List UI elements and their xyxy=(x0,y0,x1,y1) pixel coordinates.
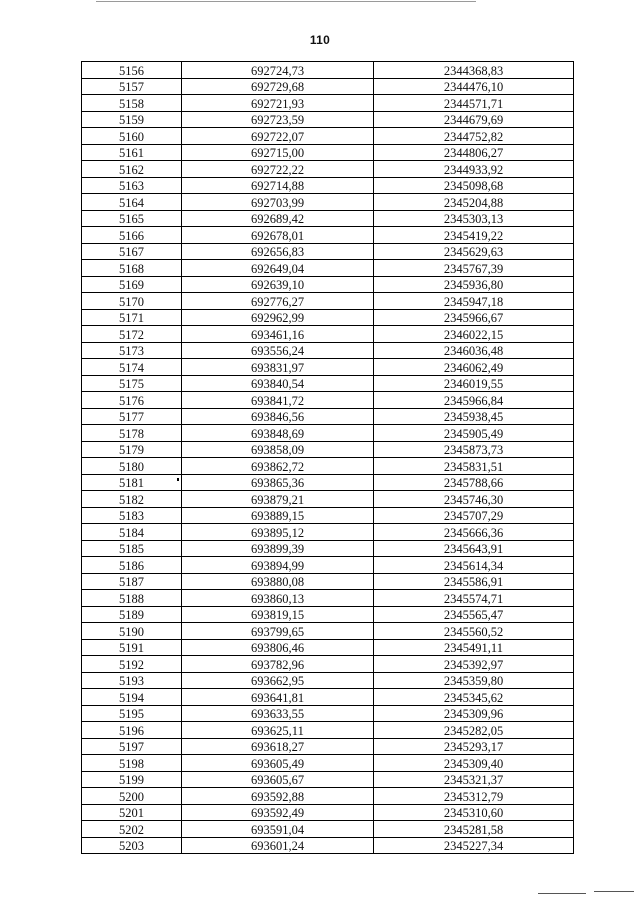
point-number-cell: 5162 xyxy=(82,161,182,178)
y-coordinate-cell: 2345491,11 xyxy=(374,639,574,656)
table-row xyxy=(82,326,574,343)
x-coordinate-cell: 692723,59 xyxy=(182,111,374,128)
table-row xyxy=(82,507,574,524)
x-coordinate-cell: 692729,68 xyxy=(182,78,374,95)
y-coordinate-cell: 2344476,10 xyxy=(374,78,574,95)
x-coordinate-cell: 692639,10 xyxy=(182,276,374,293)
y-coordinate-cell: 2345831,51 xyxy=(374,458,574,475)
x-coordinate-cell: 692689,42 xyxy=(182,210,374,227)
table-row xyxy=(82,672,574,689)
table-row xyxy=(82,705,574,722)
table-row xyxy=(82,408,574,425)
point-number-cell: 5182 xyxy=(82,491,182,508)
table-row xyxy=(82,194,574,211)
y-coordinate-cell: 2345281,58 xyxy=(374,821,574,838)
point-number-cell: 5196 xyxy=(82,722,182,739)
x-coordinate-cell: 692714,88 xyxy=(182,177,374,194)
x-coordinate-cell: 693605,49 xyxy=(182,755,374,772)
point-number-cell: 5161 xyxy=(82,144,182,161)
table-row xyxy=(82,821,574,838)
table-row xyxy=(82,144,574,161)
point-number-cell: 5170 xyxy=(82,293,182,310)
point-number-cell: 5184 xyxy=(82,524,182,541)
point-number-cell: 5167 xyxy=(82,243,182,260)
table-row xyxy=(82,161,574,178)
x-coordinate-cell: 692703,99 xyxy=(182,194,374,211)
point-number-cell: 5168 xyxy=(82,260,182,277)
table-row xyxy=(82,441,574,458)
x-coordinate-cell: 693894,99 xyxy=(182,557,374,574)
y-coordinate-cell: 2345643,91 xyxy=(374,540,574,557)
y-coordinate-cell: 2344368,83 xyxy=(374,62,574,79)
table-row xyxy=(82,276,574,293)
y-coordinate-cell: 2345905,49 xyxy=(374,425,574,442)
y-coordinate-cell: 2344571,71 xyxy=(374,95,574,112)
point-number-cell: 5199 xyxy=(82,771,182,788)
x-coordinate-cell: 692722,07 xyxy=(182,128,374,145)
y-coordinate-cell: 2345788,66 xyxy=(374,474,574,491)
table-row xyxy=(82,557,574,574)
y-coordinate-cell: 2345310,60 xyxy=(374,804,574,821)
y-coordinate-cell: 2345947,18 xyxy=(374,293,574,310)
table-row xyxy=(82,243,574,260)
point-number-cell: 5185 xyxy=(82,540,182,557)
x-coordinate-cell: 692722,22 xyxy=(182,161,374,178)
x-coordinate-cell: 692678,01 xyxy=(182,227,374,244)
y-coordinate-cell: 2345966,84 xyxy=(374,392,574,409)
x-coordinate-cell: 693880,08 xyxy=(182,573,374,590)
scan-edge-line xyxy=(96,1,476,2)
x-coordinate-cell: 693556,24 xyxy=(182,342,374,359)
table-row xyxy=(82,128,574,145)
x-coordinate-cell: 693625,11 xyxy=(182,722,374,739)
y-coordinate-cell: 2345586,91 xyxy=(374,573,574,590)
x-coordinate-cell: 693899,39 xyxy=(182,540,374,557)
x-coordinate-cell: 692715,00 xyxy=(182,144,374,161)
x-coordinate-cell: 693858,09 xyxy=(182,441,374,458)
point-number-cell: 5166 xyxy=(82,227,182,244)
x-coordinate-cell: 693895,12 xyxy=(182,524,374,541)
point-number-cell: 5171 xyxy=(82,309,182,326)
table-row xyxy=(82,62,574,79)
table-row xyxy=(82,804,574,821)
x-coordinate-cell: 692724,73 xyxy=(182,62,374,79)
x-coordinate-cell: 693799,65 xyxy=(182,623,374,640)
point-number-cell: 5158 xyxy=(82,95,182,112)
table-row xyxy=(82,656,574,673)
table-row xyxy=(82,474,574,491)
y-coordinate-cell: 2345966,67 xyxy=(374,309,574,326)
y-coordinate-cell: 2345359,80 xyxy=(374,672,574,689)
table-row xyxy=(82,689,574,706)
scan-edge-line xyxy=(538,893,586,894)
y-coordinate-cell: 2344679,69 xyxy=(374,111,574,128)
point-number-cell: 5172 xyxy=(82,326,182,343)
x-coordinate-cell: 692962,99 xyxy=(182,309,374,326)
y-coordinate-cell: 2345767,39 xyxy=(374,260,574,277)
y-coordinate-cell: 2345629,63 xyxy=(374,243,574,260)
point-number-cell: 5180 xyxy=(82,458,182,475)
x-coordinate-cell: 693662,95 xyxy=(182,672,374,689)
point-number-cell: 5201 xyxy=(82,804,182,821)
y-coordinate-cell: 2345419,22 xyxy=(374,227,574,244)
table-row xyxy=(82,392,574,409)
point-number-cell: 5173 xyxy=(82,342,182,359)
x-coordinate-cell: 693819,15 xyxy=(182,606,374,623)
table-row xyxy=(82,210,574,227)
table-row xyxy=(82,573,574,590)
point-number-cell: 5179 xyxy=(82,441,182,458)
y-coordinate-cell: 2345312,79 xyxy=(374,788,574,805)
y-coordinate-cell: 2345204,88 xyxy=(374,194,574,211)
x-coordinate-cell: 693641,81 xyxy=(182,689,374,706)
point-number-cell: 5164 xyxy=(82,194,182,211)
point-number-cell: 5169 xyxy=(82,276,182,293)
point-number-cell: 5200 xyxy=(82,788,182,805)
table-row xyxy=(82,837,574,854)
x-coordinate-cell: 693618,27 xyxy=(182,738,374,755)
point-number-cell: 5177 xyxy=(82,408,182,425)
point-number-cell: 5186 xyxy=(82,557,182,574)
table-row xyxy=(82,458,574,475)
y-coordinate-cell: 2345560,52 xyxy=(374,623,574,640)
point-number-cell: 5163 xyxy=(82,177,182,194)
y-coordinate-cell: 2345746,30 xyxy=(374,491,574,508)
point-number-cell: 5203 xyxy=(82,837,182,854)
coordinates-table xyxy=(81,61,574,854)
y-coordinate-cell: 2345936,80 xyxy=(374,276,574,293)
y-coordinate-cell: 2345574,71 xyxy=(374,590,574,607)
y-coordinate-cell: 2345293,17 xyxy=(374,738,574,755)
x-coordinate-cell: 693461,16 xyxy=(182,326,374,343)
x-coordinate-cell: 693840,54 xyxy=(182,375,374,392)
y-coordinate-cell: 2345309,40 xyxy=(374,755,574,772)
point-number-cell: 5157 xyxy=(82,78,182,95)
table-row xyxy=(82,95,574,112)
y-coordinate-cell: 2345614,34 xyxy=(374,557,574,574)
point-number-cell: 5174 xyxy=(82,359,182,376)
table-row xyxy=(82,425,574,442)
point-number-cell: 5197 xyxy=(82,738,182,755)
point-number-cell: 5165 xyxy=(82,210,182,227)
x-coordinate-cell: 692656,83 xyxy=(182,243,374,260)
x-coordinate-cell: 693601,24 xyxy=(182,837,374,854)
table-row xyxy=(82,639,574,656)
y-coordinate-cell: 2345873,73 xyxy=(374,441,574,458)
point-number-cell: 5190 xyxy=(82,623,182,640)
y-coordinate-cell: 2344933,92 xyxy=(374,161,574,178)
y-coordinate-cell: 2345707,29 xyxy=(374,507,574,524)
x-coordinate-cell: 693889,15 xyxy=(182,507,374,524)
table-row xyxy=(82,788,574,805)
x-coordinate-cell: 693865,36 xyxy=(182,474,374,491)
table-row xyxy=(82,177,574,194)
x-coordinate-cell: 693862,72 xyxy=(182,458,374,475)
point-number-cell: 5160 xyxy=(82,128,182,145)
x-coordinate-cell: 692721,93 xyxy=(182,95,374,112)
y-coordinate-cell: 2345666,36 xyxy=(374,524,574,541)
table-row xyxy=(82,375,574,392)
x-coordinate-cell: 693831,97 xyxy=(182,359,374,376)
y-coordinate-cell: 2345345,62 xyxy=(374,689,574,706)
table-row xyxy=(82,260,574,277)
scan-edge-line xyxy=(594,891,634,892)
y-coordinate-cell: 2346062,49 xyxy=(374,359,574,376)
table-row xyxy=(82,293,574,310)
y-coordinate-cell: 2345098,68 xyxy=(374,177,574,194)
x-coordinate-cell: 693782,96 xyxy=(182,656,374,673)
x-coordinate-cell: 693841,72 xyxy=(182,392,374,409)
table-row xyxy=(82,722,574,739)
point-number-cell: 5176 xyxy=(82,392,182,409)
point-number-cell: 5198 xyxy=(82,755,182,772)
table-row xyxy=(82,359,574,376)
y-coordinate-cell: 2344752,82 xyxy=(374,128,574,145)
y-coordinate-cell: 2345938,45 xyxy=(374,408,574,425)
y-coordinate-cell: 2346019,55 xyxy=(374,375,574,392)
table-row xyxy=(82,111,574,128)
x-coordinate-cell: 693879,21 xyxy=(182,491,374,508)
table-row xyxy=(82,738,574,755)
table-row xyxy=(82,78,574,95)
point-number-cell: 5192 xyxy=(82,656,182,673)
x-coordinate-cell: 693633,55 xyxy=(182,705,374,722)
table-row xyxy=(82,342,574,359)
x-coordinate-cell: 693846,56 xyxy=(182,408,374,425)
page-number: 110 xyxy=(309,33,331,47)
point-number-cell: 5175 xyxy=(82,375,182,392)
scan-speck xyxy=(177,478,179,481)
point-number-cell: 5194 xyxy=(82,689,182,706)
x-coordinate-cell: 693591,04 xyxy=(182,821,374,838)
point-number-cell: 5188 xyxy=(82,590,182,607)
y-coordinate-cell: 2345565,47 xyxy=(374,606,574,623)
table-row xyxy=(82,309,574,326)
table-row xyxy=(82,606,574,623)
table-row xyxy=(82,590,574,607)
table-row xyxy=(82,491,574,508)
point-number-cell: 5202 xyxy=(82,821,182,838)
x-coordinate-cell: 693605,67 xyxy=(182,771,374,788)
point-number-cell: 5181 xyxy=(82,474,182,491)
table-row xyxy=(82,771,574,788)
coordinates-table-body xyxy=(82,62,574,854)
table-row xyxy=(82,227,574,244)
x-coordinate-cell: 693860,13 xyxy=(182,590,374,607)
y-coordinate-cell: 2344806,27 xyxy=(374,144,574,161)
y-coordinate-cell: 2345392,97 xyxy=(374,656,574,673)
point-number-cell: 5193 xyxy=(82,672,182,689)
point-number-cell: 5178 xyxy=(82,425,182,442)
point-number-cell: 5183 xyxy=(82,507,182,524)
point-number-cell: 5191 xyxy=(82,639,182,656)
x-coordinate-cell: 693592,88 xyxy=(182,788,374,805)
y-coordinate-cell: 2346036,48 xyxy=(374,342,574,359)
table-row xyxy=(82,623,574,640)
point-number-cell: 5189 xyxy=(82,606,182,623)
point-number-cell: 5195 xyxy=(82,705,182,722)
y-coordinate-cell: 2345282,05 xyxy=(374,722,574,739)
point-number-cell: 5156 xyxy=(82,62,182,79)
x-coordinate-cell: 693806,46 xyxy=(182,639,374,656)
point-number-cell: 5159 xyxy=(82,111,182,128)
table-row xyxy=(82,755,574,772)
x-coordinate-cell: 693848,69 xyxy=(182,425,374,442)
x-coordinate-cell: 693592,49 xyxy=(182,804,374,821)
x-coordinate-cell: 692649,04 xyxy=(182,260,374,277)
table-row xyxy=(82,524,574,541)
y-coordinate-cell: 2345303,13 xyxy=(374,210,574,227)
point-number-cell: 5187 xyxy=(82,573,182,590)
y-coordinate-cell: 2345309,96 xyxy=(374,705,574,722)
x-coordinate-cell: 692776,27 xyxy=(182,293,374,310)
table-row xyxy=(82,540,574,557)
y-coordinate-cell: 2345321,37 xyxy=(374,771,574,788)
y-coordinate-cell: 2346022,15 xyxy=(374,326,574,343)
y-coordinate-cell: 2345227,34 xyxy=(374,837,574,854)
